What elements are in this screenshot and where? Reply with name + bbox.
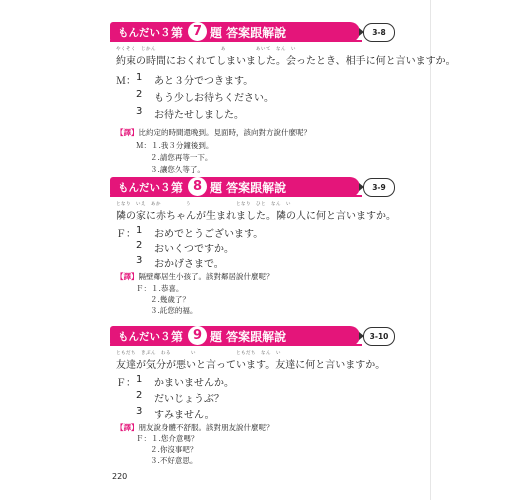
- option-number: 2: [136, 390, 143, 401]
- question-section-9: [110, 326, 440, 471]
- option-number: 2: [136, 240, 143, 251]
- option-number: 1: [136, 72, 143, 83]
- section-banner: [110, 177, 440, 197]
- banner-di: 第: [171, 330, 184, 344]
- translation-line: Ｆ：１.您介意嗎？: [136, 434, 199, 443]
- banner-title: 題 答案跟解說: [210, 26, 287, 40]
- option-text: お待たせしました。: [154, 110, 244, 121]
- translation-question: [116, 422, 274, 433]
- furigana: ともだち きぶん わる い ともだち なん い: [116, 351, 281, 356]
- banner-di: 第: [171, 26, 184, 40]
- translation-line: Ｍ：１.我３分鐘後到。: [136, 141, 214, 150]
- speaker-label: Ｆ：: [116, 378, 136, 389]
- section-banner: [110, 22, 440, 42]
- translation-text: 朋友說身體不舒服。該對朋友說什麼呢？: [138, 423, 274, 432]
- translation-tag: 【譯】: [116, 128, 139, 137]
- option-text: もう少しお待ちください。: [154, 93, 274, 104]
- audio-track-badge[interactable]: 3-9: [363, 178, 395, 197]
- option-number: 2: [136, 89, 143, 100]
- question-number-badge: 9: [188, 326, 207, 345]
- section-banner: [110, 326, 440, 346]
- option-text: すみません。: [154, 410, 215, 421]
- translation-tag: 【譯】: [116, 272, 139, 281]
- translation-line: ３.託您的福。: [150, 306, 198, 315]
- question-section-8: [110, 177, 440, 322]
- translation-line: ２.請您再等一下。: [150, 153, 213, 162]
- option-text: おめでとうございます。: [154, 229, 264, 240]
- banner-title: 題 答案跟解說: [210, 330, 287, 344]
- banner-label: もんだい３: [118, 27, 171, 39]
- option-text: かまいませんか。: [154, 378, 234, 389]
- speaker-label: Ｍ：: [116, 76, 136, 87]
- translation-question: [116, 271, 274, 282]
- question-text: 約束の時間におくれてしまいました。会ったとき、相手に何と言いますか。: [116, 56, 456, 67]
- option-text: おかげさまで。: [154, 259, 224, 270]
- translation-line: ２.幾歲了？: [150, 295, 190, 304]
- option-number: 1: [136, 374, 143, 385]
- option-text: だいじょうぶ？: [154, 394, 224, 405]
- option-number: 3: [136, 406, 143, 417]
- translation-line: ３.不好意思。: [150, 456, 198, 465]
- translation-question: [116, 127, 311, 138]
- audio-track-badge[interactable]: 3-8: [363, 23, 395, 42]
- speaker-label: Ｆ：: [116, 229, 136, 240]
- option-text: おいくつですか。: [154, 244, 234, 255]
- question-text: 友達が気分が悪いと言っています。友達に何と言いますか。: [116, 360, 386, 371]
- question-number-badge: 8: [188, 177, 207, 196]
- translation-line: ３.讓您久等了。: [150, 165, 205, 174]
- translation-tag: 【譯】: [116, 423, 139, 432]
- banner-di: 第: [171, 181, 184, 195]
- audio-track-badge[interactable]: 3-10: [363, 327, 395, 346]
- option-number: 3: [136, 106, 143, 117]
- option-number: 3: [136, 255, 143, 266]
- option-text: あと３分でつきます。: [154, 76, 254, 87]
- furigana: となり いえ あか う となり ひと なん い: [116, 202, 291, 207]
- question-text: 隣の家に赤ちゃんが生まれました。隣の人に何と言いますか。: [116, 211, 396, 222]
- option-number: 1: [136, 225, 143, 236]
- question-section-7: [110, 22, 456, 174]
- question-number-badge: 7: [188, 22, 207, 41]
- banner-label: もんだい３: [118, 182, 171, 194]
- banner-title: 題 答案跟解說: [210, 181, 287, 195]
- translation-text: 隔壁鄰居生小孩了。該對鄰居說什麼呢？: [138, 272, 274, 281]
- furigana: やくそく じかん あ あいて なん い: [116, 47, 296, 52]
- translation-line: ２.你沒事吧？: [150, 445, 198, 454]
- page-number: 220: [112, 472, 128, 481]
- translation-text: 比約定的時間還晚到。見面時，該向對方說什麼呢？: [138, 128, 311, 137]
- banner-label: もんだい３: [118, 331, 171, 343]
- translation-line: Ｆ：１.恭喜。: [136, 284, 184, 293]
